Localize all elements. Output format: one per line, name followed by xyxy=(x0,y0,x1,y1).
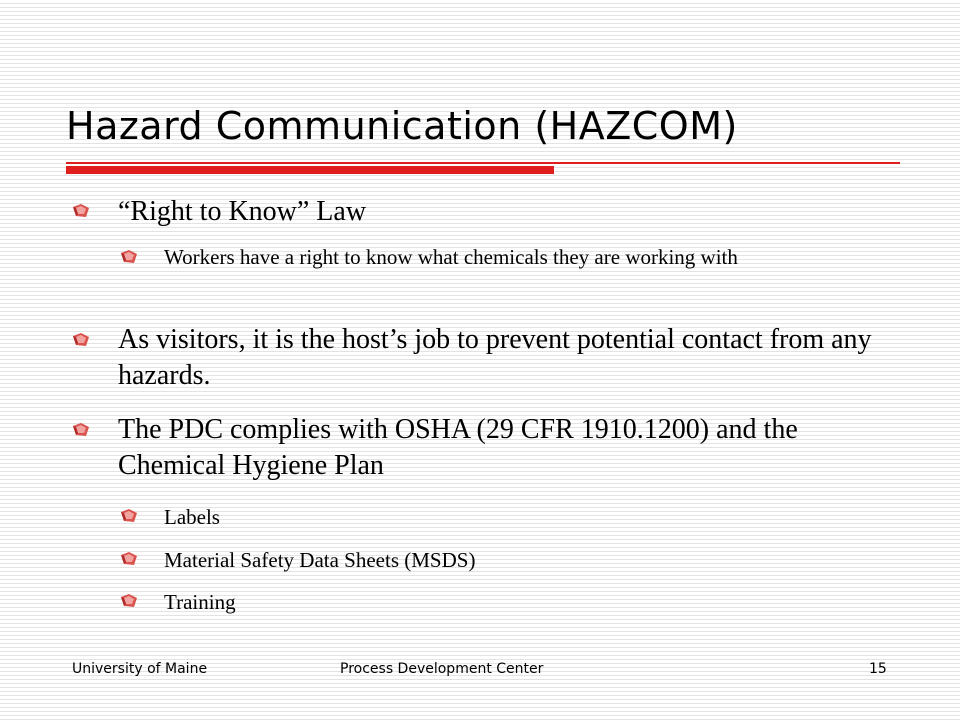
bullet-msds: Material Safety Data Sheets (MSDS) xyxy=(164,548,476,572)
red-gem-bullet-icon xyxy=(72,423,90,437)
red-gem-bullet-icon xyxy=(120,509,138,523)
footer-center: Process Development Center xyxy=(340,661,544,677)
title-underline-thick xyxy=(66,166,554,174)
red-gem-bullet-icon xyxy=(72,333,90,347)
red-gem-bullet-icon xyxy=(72,204,90,218)
red-gem-bullet-icon xyxy=(120,552,138,566)
bullet-right-to-know: “Right to Know” Law xyxy=(118,196,367,227)
page-number: 15 xyxy=(869,661,887,677)
bullet-training: Training xyxy=(164,590,236,614)
bullet-pdc-complies: The PDC complies with OSHA (29 CFR 1910.1200) and the Chemical Hygiene Plan xyxy=(118,414,798,481)
bullet-visitors: As visitors, it is the host’s job to prevent potential contact from any hazards. xyxy=(118,324,872,391)
red-gem-bullet-icon xyxy=(120,250,138,264)
red-gem-bullet-icon xyxy=(120,594,138,608)
bullet-workers-right: Workers have a right to know what chemicals they are working with xyxy=(164,245,738,269)
slide-title: Hazard Communication (HAZCOM) xyxy=(66,104,738,148)
footer-left: University of Maine xyxy=(72,661,208,677)
title-underline-thin xyxy=(66,162,900,164)
bullet-labels: Labels xyxy=(164,505,220,529)
